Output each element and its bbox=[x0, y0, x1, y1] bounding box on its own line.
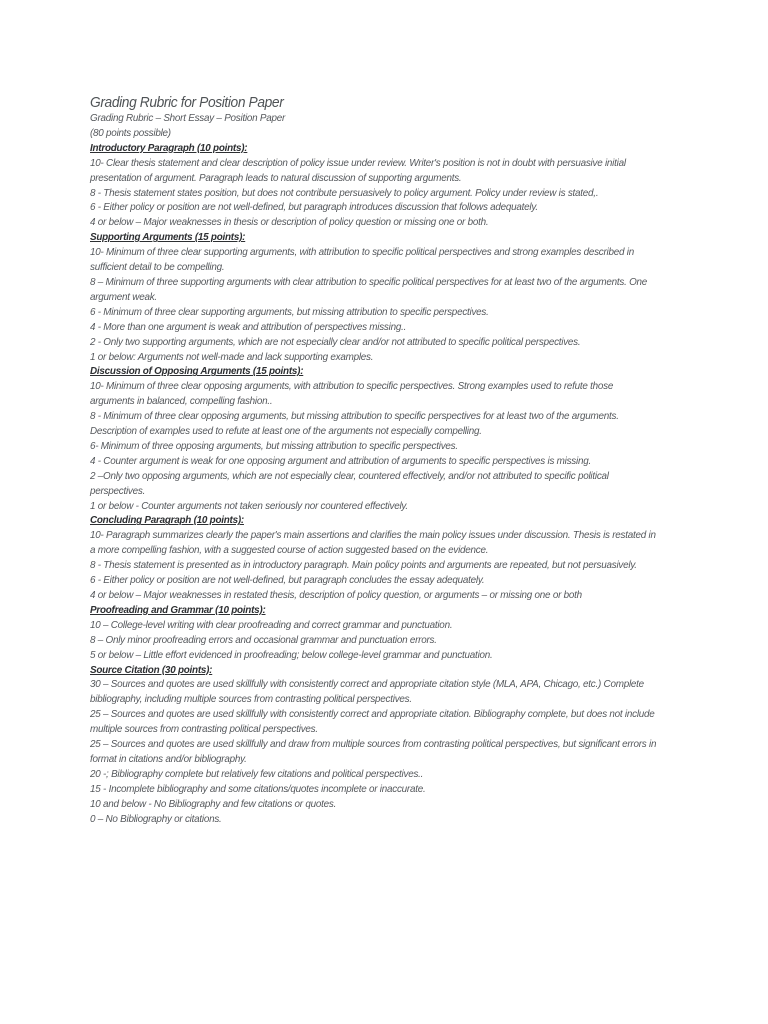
criterion-line: 6 - Either policy or position are not well-defined, but paragraph concludes the essay adequately. bbox=[90, 575, 485, 587]
criterion-line: 10- Paragraph summarizes clearly the paper's main assertions and clarifies the main policy issues under discussion. Thesis is restated in a more compelling fashion, with a suggested course of action suggested based on the evidence. bbox=[90, 530, 656, 557]
criterion-line: 6 - Minimum of three clear supporting arguments, but missing attribution to specific perspectives. bbox=[90, 306, 489, 318]
criterion-line: 30 – Sources and quotes are used skillfully with consistently correct and appropriate citation style (MLA, APA, Chicago, etc.) Complete bibliography, including multiple sources from contrasting political perspectives. bbox=[90, 679, 644, 706]
criterion-line: 1 or below - Counter arguments not taken seriously nor countered effectively. bbox=[90, 500, 408, 512]
criterion-line: 8 - Minimum of three clear opposing arguments, but missing attribution to specific perspectives for at least two of the arguments. Description of examples used to refute at least one of the arguments not especially compelling. bbox=[90, 411, 619, 438]
criterion-line: 20 -; Bibliography complete but relatively few citations and political perspectives.. bbox=[90, 768, 424, 780]
section-heading: Concluding Paragraph (10 points): bbox=[90, 515, 244, 527]
section-heading: Proofreading and Grammar (10 points): bbox=[90, 604, 266, 616]
criterion-line: 10- Minimum of three clear opposing arguments, with attribution to specific perspectives. Strong examples used to refute those arguments in balanced, compelling fashion.. bbox=[90, 381, 614, 408]
criterion-line: 25 – Sources and quotes are used skillfully with consistently correct and appropriate citation. Bibliography complete, but does not include multiple sources from contrasting political perspectives. bbox=[90, 709, 655, 736]
section-introductory bbox=[90, 142, 660, 231]
rubric-content bbox=[90, 94, 660, 828]
criterion-line: 4 or below – Major weaknesses in restated thesis, description of policy question, or arguments – or missing one or both bbox=[90, 590, 582, 601]
criterion-line: 5 or below – Little effort evidenced in proofreading; below college-level grammar and punctuation. bbox=[90, 649, 493, 661]
criterion-line: 4 - More than one argument is weak and attribution of perspectives missing.. bbox=[90, 321, 407, 333]
criterion-line: 1 or below: Arguments not well-made and lack supporting examples. bbox=[90, 351, 374, 363]
criterion-line: 25 – Sources and quotes are used skillfully and draw from multiple sources from contrasting political perspectives, but significant errors in format in citations and/or bibliography. bbox=[90, 739, 657, 765]
criterion-line: 6 - Either policy or position are not well-defined, but paragraph introduces discussion that follows adequately. bbox=[90, 202, 538, 214]
criterion-line: 10 and below - No Bibliography and few citations or quotes. bbox=[90, 798, 337, 810]
section-heading: Discussion of Opposing Arguments (15 points): bbox=[90, 366, 304, 378]
section-concluding bbox=[90, 514, 660, 603]
points-possible: (80 points possible) bbox=[90, 127, 171, 139]
section-supporting bbox=[90, 231, 660, 365]
criterion-line: 4 or below – Major weaknesses in thesis or description of policy question or missing one or both. bbox=[90, 217, 489, 229]
section-opposing bbox=[90, 365, 660, 514]
section-heading: Introductory Paragraph (10 points): bbox=[90, 142, 248, 154]
section-heading: Source Citation (30 points): bbox=[90, 664, 213, 676]
page-title: Grading Rubric for Position Paper bbox=[90, 95, 284, 111]
criterion-line: 10- Clear thesis statement and clear description of policy issue under review. Writer's position is not in doubt with persuasive initial presentation of argument. Paragraph leads to natural discussion of supporting arguments. bbox=[90, 157, 626, 184]
criterion-line: 8 - Thesis statement states position, but does not contribute persuasively to policy argument. Policy under review is stated,. bbox=[90, 187, 599, 199]
criterion-line: 15 - Incomplete bibliography and some citations/quotes incomplete or inaccurate. bbox=[90, 783, 426, 795]
criterion-line: 8 – Minimum of three supporting arguments with clear attribution to specific political perspectives for at least two of the arguments. One argument weak. bbox=[90, 276, 648, 303]
criterion-line: 2 –Only two opposing arguments, which are not especially clear, countered effectively, and/or not attributed to specific political perspectives. bbox=[90, 470, 609, 497]
criterion-line: 2 - Only two supporting arguments, which are not especially clear and/or not attributed to specific political perspectives. bbox=[90, 336, 581, 348]
criterion-line: 8 - Thesis statement is presented as in introductory paragraph. Main policy points and arguments are repeated, but not persuasively. bbox=[90, 560, 637, 572]
section-heading: Supporting Arguments (15 points): bbox=[90, 232, 246, 244]
criterion-line: 6- Minimum of three opposing arguments, but missing attribution to specific perspectives. bbox=[90, 440, 458, 452]
criterion-line: 10- Minimum of three clear supporting arguments, with attribution to specific political perspectives and strong examples described in sufficient detail to be compelling. bbox=[90, 247, 634, 274]
criterion-line: 0 – No Bibliography or citations. bbox=[90, 813, 222, 825]
criterion-line: 8 – Only minor proofreading errors and occasional grammar and punctuation errors. bbox=[90, 634, 437, 646]
criterion-line: 10 – College-level writing with clear proofreading and correct grammar and punctuation. bbox=[90, 619, 453, 631]
subtitle: Grading Rubric – Short Essay – Position Paper bbox=[90, 113, 286, 124]
section-proofreading bbox=[90, 604, 660, 664]
criterion-line: 4 - Counter argument is weak for one opposing argument and attribution of arguments to specific perspectives is missing. bbox=[90, 455, 591, 467]
section-source-citation bbox=[90, 664, 660, 828]
